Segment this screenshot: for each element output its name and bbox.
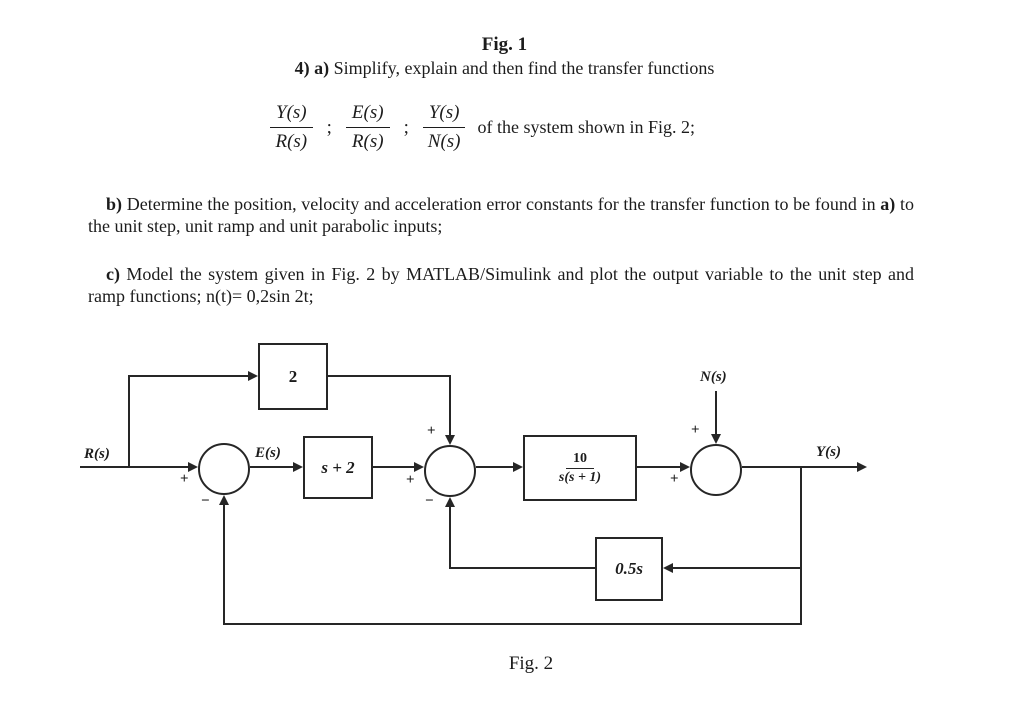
summing-junction-3	[690, 444, 742, 496]
block-gain-2	[258, 343, 328, 410]
signal-line	[449, 505, 451, 569]
signal-line	[80, 466, 190, 468]
plus-sign: +	[670, 471, 679, 487]
fraction-denominator: R(s)	[351, 131, 384, 152]
signal-line	[328, 375, 451, 377]
signal-line	[715, 391, 717, 437]
problem-number: 4) a)	[294, 58, 330, 78]
arrow-right-icon	[414, 462, 424, 472]
summing-junction-2	[424, 445, 476, 497]
item-b-text2: to the unit step, unit ramp and unit parabolic inputs;	[88, 194, 914, 236]
error-label-es: E(s)	[255, 445, 281, 461]
plus-sign: +	[691, 422, 700, 438]
signal-line	[128, 376, 130, 468]
item-c-label: c)	[106, 264, 120, 284]
item-a-ref: a)	[880, 194, 896, 214]
fraction-denominator: N(s)	[427, 131, 461, 152]
block-gain-2-label: 2	[288, 366, 298, 386]
arrow-down-icon	[445, 435, 455, 445]
plant-transfer-function	[559, 450, 601, 487]
signal-line	[800, 467, 802, 625]
signal-line	[672, 567, 802, 569]
separator: ;	[326, 116, 332, 138]
arrow-right-icon	[248, 371, 258, 381]
arrow-down-icon	[711, 434, 721, 444]
block-s-plus-2	[303, 436, 373, 499]
expression-suffix-text: of the system shown in Fig. 2;	[477, 117, 695, 137]
minus-sign: −	[425, 493, 434, 509]
separator: ;	[403, 116, 409, 138]
item-b-text: Determine the position, velocity and acceleration error constants for the transfer function to be found in	[122, 194, 881, 214]
block-feedback-0-5s	[595, 537, 663, 601]
signal-line	[373, 466, 416, 468]
fraction-denominator: R(s)	[275, 131, 308, 152]
signal-line	[449, 376, 451, 437]
input-label-rs: R(s)	[84, 446, 110, 462]
plus-sign: +	[180, 471, 189, 487]
arrow-right-icon	[513, 462, 523, 472]
signal-line	[223, 623, 802, 625]
block-feedback-label: 0.5s	[615, 559, 643, 578]
arrow-left-icon	[663, 563, 673, 573]
item-c-text: Model the system given in Fig. 2 by MATLAB/Simulink and plot the output variable to the unit step and ramp functions; n(t)= 0,2sin 2t;	[88, 264, 914, 306]
fraction-numerator: E(s)	[346, 102, 390, 128]
signal-line	[250, 466, 295, 468]
arrow-right-icon	[857, 462, 867, 472]
plant-numerator: 10	[566, 450, 594, 470]
plus-sign: +	[406, 472, 415, 488]
fraction-numerator: Y(s)	[423, 102, 466, 128]
signal-line	[449, 567, 595, 569]
problem-intro-text: Simplify, explain and then find the transfer functions	[329, 58, 715, 78]
summing-junction-1	[198, 443, 250, 495]
block-s-plus-2-label: s + 2	[321, 457, 355, 477]
arrow-right-icon	[188, 462, 198, 472]
figure-2-caption: Fig. 2	[508, 653, 554, 674]
item-b-label: b)	[106, 194, 123, 214]
plant-denominator: s(s + 1)	[558, 470, 602, 485]
arrow-right-icon	[293, 462, 303, 472]
arrow-up-icon	[219, 495, 229, 505]
signal-line	[223, 503, 225, 625]
signal-line	[476, 466, 515, 468]
arrow-up-icon	[445, 497, 455, 507]
disturbance-label-ns: N(s)	[700, 369, 727, 385]
signal-line	[637, 466, 682, 468]
figure-1-title: Fig. 1	[481, 34, 528, 55]
arrow-right-icon	[680, 462, 690, 472]
fraction-numerator: Y(s)	[270, 102, 313, 128]
minus-sign: −	[201, 493, 210, 509]
block-plant-10-over-s-s-plus-1	[523, 435, 637, 501]
plus-sign: +	[427, 423, 436, 439]
signal-line	[128, 375, 250, 377]
output-label-ys: Y(s)	[816, 444, 841, 460]
